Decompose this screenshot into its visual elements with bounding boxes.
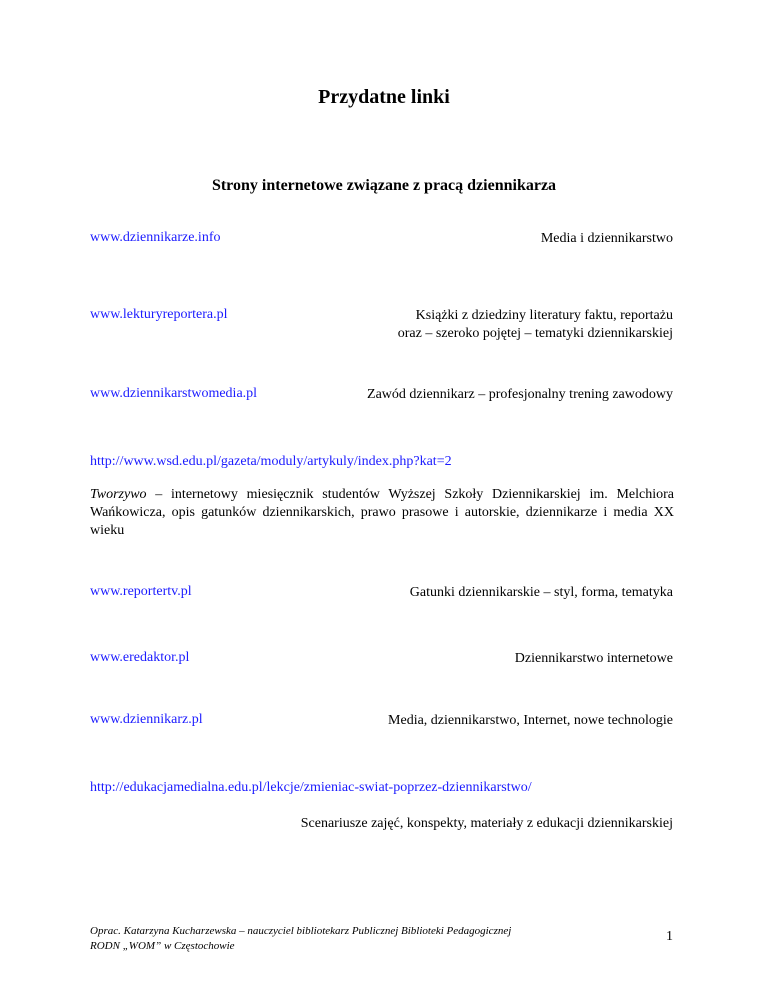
link-dziennikarstwomedia[interactable]: www.dziennikarstwomedia.pl (90, 386, 258, 401)
page-title: Przydatne linki (318, 86, 450, 108)
section-subtitle: Strony internetowe związane z pracą dziennikarza (211, 177, 557, 194)
link-dziennikarz[interactable]: www.dziennikarz.pl (90, 712, 203, 727)
wsd-text: – internetowy miesięcznik studentów Wyższej Szkoły Dziennikarskiej im. Melchiora Wańkowicza, opis gatunków dziennikarskich, prawo prasowe i autorskie, dziennikarze i media XX wieku (90, 487, 674, 538)
desc-line: Zawód dziennikarz – profesjonalny trening zawodowy (367, 387, 673, 402)
footer-line-1: Oprac. Katarzyna Kucharzewska – nauczyciel bibliotekarz Publicznej Biblioteki Pedagogicznej (90, 925, 512, 937)
desc-dziennikarze-info (541, 230, 673, 248)
link-lekturyreportera[interactable]: www.lekturyreportera.pl (90, 307, 228, 322)
page-number: 1 (666, 929, 673, 944)
link-edukacjamedialna[interactable]: http://edukacjamedialna.edu.pl/lekcje/zmieniac-swiat-poprzez-dziennikarstwo/ (90, 780, 532, 795)
wsd-description (90, 486, 674, 540)
desc-eredaktor: Dziennikarstwo internetowe (514, 651, 673, 666)
link-eredaktor[interactable]: www.eredaktor.pl (90, 650, 190, 665)
desc-edukacjamedialna: Scenariusze zajęć, konspekty, materiały z edukacji dziennikarskiej (300, 816, 673, 831)
desc-line: Książki z dziedziny literatury faktu, reportażu (415, 308, 673, 323)
desc-dziennikarz: Media, dziennikarstwo, Internet, nowe technologie (388, 713, 673, 728)
link-reportertv[interactable]: www.reportertv.pl (90, 584, 192, 599)
tworzywo-title: Tworzywo (90, 487, 147, 502)
desc-lekturyreportera (398, 307, 673, 343)
desc-line: oraz – szeroko pojętej – tematyki dziennikarskiej (397, 326, 673, 341)
link-wsd[interactable]: http://www.wsd.edu.pl/gazeta/moduly/artykuly/index.php?kat=2 (90, 454, 452, 469)
desc-reportertv: Gatunki dziennikarskie – styl, forma, tematyka (409, 585, 673, 600)
footer (90, 924, 610, 954)
desc-line: Media i dziennikarstwo (540, 231, 673, 246)
footer-line-2: RODN „WOM” w Częstochowie (90, 940, 235, 952)
link-dziennikarze-info[interactable]: www.dziennikarze.info (90, 230, 221, 245)
desc-dziennikarstwomedia (367, 386, 673, 404)
